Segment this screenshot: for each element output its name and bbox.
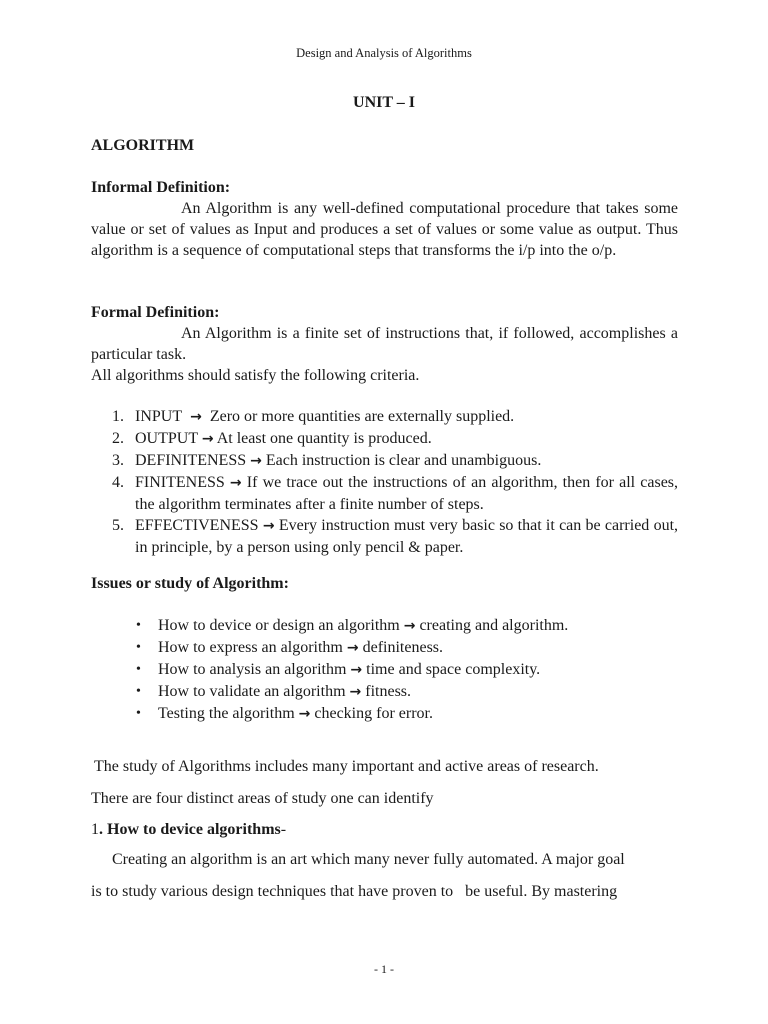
issue-text: How to express an algorithm [158,639,343,656]
criteria-number: 4. [112,474,124,491]
arrow-icon: → [262,518,275,534]
informal-definition-text: An Algorithm is any well-defined computational procedure that takes some value or set of values as Input and produces a set of values or some value as output. Thus algorithm is a sequence of computational steps that transforms the i/p into the o/p. [91,200,678,259]
study-intro-line: The study of Algorithms includes many important and active areas of research. [94,758,599,775]
criteria-number: 1. [112,408,124,425]
area-paragraph-line-1: Creating an algorithm is an art which many never fully automated. A major goal [112,851,625,868]
criteria-list-container [91,406,678,558]
issue-result: definiteness. [362,639,444,656]
issue-result: time and space complexity. [366,661,541,678]
criteria-term: OUTPUT [135,430,198,447]
criteria-term: FINITENESS [135,474,225,491]
issue-text: Testing the algorithm [158,705,295,722]
criteria-item [91,428,678,450]
issue-item [91,681,678,703]
criteria-description: Zero or more quantities are externally supplied. [209,408,515,425]
arrow-icon: → [250,453,262,469]
unit-title: UNIT – I [353,94,415,111]
issue-result: creating and algorithm. [419,617,569,634]
area-paragraph-line-2: is to study various design techniques that have proven to be useful. By mastering [91,883,618,900]
area-dash: - [280,821,287,838]
study-areas-line: There are four distinct areas of study one can identify [91,790,434,807]
bullet-icon: • [136,662,141,677]
arrow-icon: → [298,706,311,722]
arrow-icon: → [229,475,242,491]
bullet-icon: • [136,706,141,721]
criteria-description: At least one quantity is produced. [216,430,432,447]
criteria-term: INPUT [135,408,183,425]
formal-definition-heading: Formal Definition: [91,304,220,321]
criteria-description: If we trace out the instructions of an algorithm, then for all cases, the algorithm terminates after a finite number of steps. [135,474,679,513]
arrow-icon: → [349,684,362,700]
area-title: . How to device algorithms [99,821,281,838]
arrow-icon: → [350,662,363,678]
issues-heading: Issues or study of Algorithm: [91,575,289,592]
issue-text: How to validate an algorithm [158,683,346,700]
bullet-icon: • [136,684,141,699]
arrow-icon: → [190,409,202,425]
issue-text: How to device or design an algorithm [158,617,400,634]
criteria-item [91,450,678,472]
criteria-term: EFFECTIVENESS [135,517,259,534]
issue-result: fitness. [365,683,412,700]
criteria-number: 5. [112,517,124,534]
issue-item [91,637,678,659]
bullet-icon: • [136,618,141,633]
issue-result: checking for error. [314,705,433,722]
issue-item [91,615,678,637]
bullet-icon: • [136,640,141,655]
criteria-item [91,406,678,428]
criteria-term: DEFINITENESS [135,452,247,469]
issues-list-container [91,615,678,725]
running-header: Design and Analysis of Algorithms [296,46,472,60]
section-title-algorithm: ALGORITHM [91,137,195,154]
criteria-number: 3. [112,452,124,469]
arrow-icon: → [346,640,359,656]
issue-text: How to analysis an algorithm [158,661,347,678]
arrow-icon: → [201,431,214,447]
criteria-description: Every instruction must very basic so that it can be carried out, in principle, by a person using only pencil & paper. [135,517,679,556]
area-number: 1 [91,821,99,838]
formal-definition-text: An Algorithm is a finite set of instructions that, if followed, accomplishes a particular task. [91,325,678,363]
criteria-item [91,472,678,515]
criteria-description: Each instruction is clear and unambiguous. [265,452,542,469]
issue-item [91,703,678,725]
arrow-icon: → [403,618,416,634]
criteria-intro: All algorithms should satisfy the following criteria. [91,367,420,384]
page-number: - 1 - [374,962,394,976]
informal-definition-heading: Informal Definition: [91,179,231,196]
issue-item [91,659,678,681]
criteria-item [91,515,678,558]
area-heading [91,819,678,840]
criteria-number: 2. [112,430,124,447]
criteria-list [91,406,678,558]
issues-list [91,615,678,725]
